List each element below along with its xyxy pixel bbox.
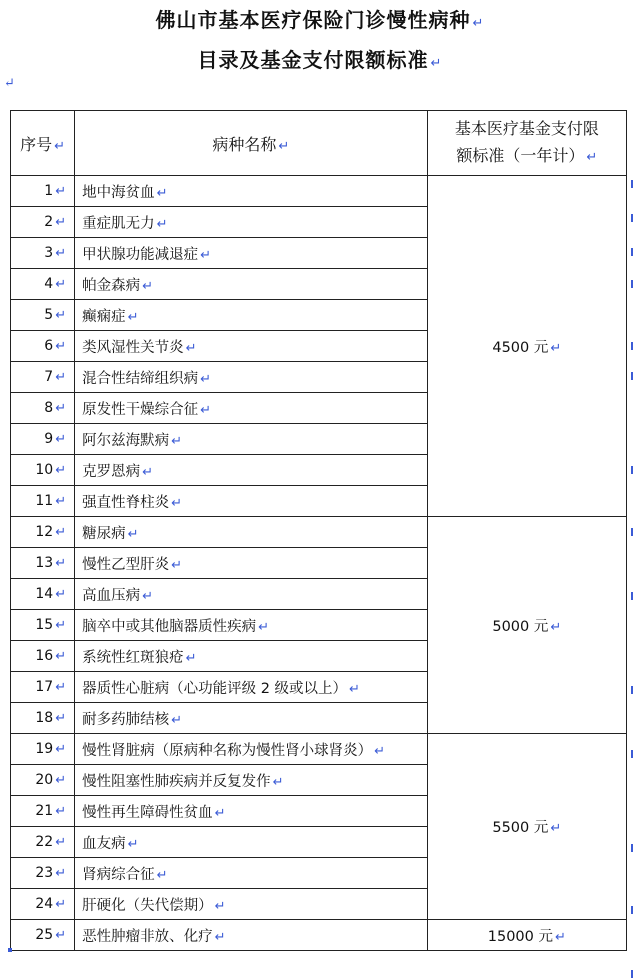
cell-end-mark xyxy=(631,180,633,188)
row-number: 1 ↵ xyxy=(11,176,75,207)
row-number: 17 ↵ xyxy=(11,672,75,703)
row-number: 15 ↵ xyxy=(11,610,75,641)
row-number: 10 ↵ xyxy=(11,455,75,486)
table-body xyxy=(11,176,627,951)
disease-name: 肝硬化（失代偿期） ↵ xyxy=(75,889,428,920)
amount-limit: 5500 元 ↵ xyxy=(427,734,626,920)
row-number: 6 ↵ xyxy=(11,331,75,362)
title-line1-text: 佛山市基本医疗保险门诊慢性病种 xyxy=(155,8,471,32)
row-number: 13 ↵ xyxy=(11,548,75,579)
amount-limit: 5000 元 ↵ xyxy=(427,517,626,734)
disease-name: 克罗恩病 ↵ xyxy=(75,455,428,486)
table-header-row xyxy=(11,111,627,176)
disease-name: 重症肌无力 ↵ xyxy=(75,207,428,238)
header-no: 序号 ↵ xyxy=(11,111,75,176)
cell-end-mark xyxy=(631,686,633,694)
disease-name: 强直性脊柱炎 ↵ xyxy=(75,486,428,517)
disease-name: 类风湿性关节炎 ↵ xyxy=(75,331,428,362)
row-number: 20 ↵ xyxy=(11,765,75,796)
row-number: 9 ↵ xyxy=(11,424,75,455)
disease-name: 甲状腺功能减退症 ↵ xyxy=(75,238,428,269)
disease-name: 耐多药肺结核 ↵ xyxy=(75,703,428,734)
row-number: 2 ↵ xyxy=(11,207,75,238)
disease-name: 血友病 ↵ xyxy=(75,827,428,858)
disease-name: 系统性红斑狼疮 ↵ xyxy=(75,641,428,672)
disease-name: 混合性结缔组织病 ↵ xyxy=(75,362,428,393)
row-number: 25 ↵ xyxy=(11,920,75,951)
disease-name: 阿尔兹海默病 ↵ xyxy=(75,424,428,455)
paragraph-mark-icon: ↵ xyxy=(430,56,443,71)
disease-name: 癫痫症 ↵ xyxy=(75,300,428,331)
right-margin-marks xyxy=(630,110,640,950)
disease-name: 脑卒中或其他脑器质性疾病 ↵ xyxy=(75,610,428,641)
amount-limit: 15000 元 ↵ xyxy=(427,920,626,951)
row-number: 19 ↵ xyxy=(11,734,75,765)
row-number: 11 ↵ xyxy=(11,486,75,517)
disease-name: 帕金森病 ↵ xyxy=(75,269,428,300)
row-number: 22 ↵ xyxy=(11,827,75,858)
cell-end-mark xyxy=(631,592,633,600)
disease-name: 慢性乙型肝炎 ↵ xyxy=(75,548,428,579)
cell-end-mark xyxy=(631,906,633,914)
row-number: 14 ↵ xyxy=(11,579,75,610)
cell-end-mark xyxy=(631,466,633,474)
disease-name: 肾病综合征 ↵ xyxy=(75,858,428,889)
cell-end-mark xyxy=(631,372,633,380)
disease-table xyxy=(10,110,627,951)
table-row xyxy=(11,517,627,548)
title-line2-text: 目录及基金支付限额标准 xyxy=(197,48,429,72)
row-number: 23 ↵ xyxy=(11,858,75,889)
disease-name: 高血压病 ↵ xyxy=(75,579,428,610)
disease-name: 糖尿病 ↵ xyxy=(75,517,428,548)
row-number: 3 ↵ xyxy=(11,238,75,269)
row-number: 7 ↵ xyxy=(11,362,75,393)
document-title-line1 xyxy=(0,4,640,33)
cell-end-mark xyxy=(631,214,633,222)
table-row xyxy=(11,734,627,765)
document-title-line2 xyxy=(0,44,640,73)
row-number: 12 ↵ xyxy=(11,517,75,548)
cell-end-mark xyxy=(631,248,633,256)
paragraph-mark-icon: ↵ xyxy=(472,16,485,31)
row-number: 16 ↵ xyxy=(11,641,75,672)
table-row xyxy=(11,176,627,207)
amount-limit: 4500 元 ↵ xyxy=(427,176,626,517)
cell-end-mark xyxy=(631,342,633,350)
disease-name: 慢性肾脏病（原病种名称为慢性肾小球肾炎） ↵ xyxy=(75,734,428,765)
paragraph-mark-icon: ↵ xyxy=(4,76,15,91)
row-number: 5 ↵ xyxy=(11,300,75,331)
row-number: 8 ↵ xyxy=(11,393,75,424)
cell-end-mark xyxy=(631,528,633,536)
cell-end-mark xyxy=(631,844,633,852)
disease-name: 慢性阻塞性肺疾病并反复发作 ↵ xyxy=(75,765,428,796)
cell-end-mark xyxy=(631,280,633,288)
disease-name: 恶性肿瘤非放、化疗 ↵ xyxy=(75,920,428,951)
cell-end-mark xyxy=(631,970,633,978)
cell-end-mark xyxy=(631,750,633,758)
bottom-paragraph-mark xyxy=(8,948,12,952)
table-row xyxy=(11,920,627,951)
header-amount: 基本医疗基金支付限 额标准（一年计） ↵ xyxy=(427,111,626,176)
row-number: 4 ↵ xyxy=(11,269,75,300)
row-number: 24 ↵ xyxy=(11,889,75,920)
disease-name: 器质性心脏病（心功能评级 2 级或以上） ↵ xyxy=(75,672,428,703)
disease-name: 地中海贫血 ↵ xyxy=(75,176,428,207)
header-name: 病种名称 ↵ xyxy=(75,111,428,176)
disease-name: 慢性再生障碍性贫血 ↵ xyxy=(75,796,428,827)
row-number: 18 ↵ xyxy=(11,703,75,734)
row-number: 21 ↵ xyxy=(11,796,75,827)
disease-name: 原发性干燥综合征 ↵ xyxy=(75,393,428,424)
